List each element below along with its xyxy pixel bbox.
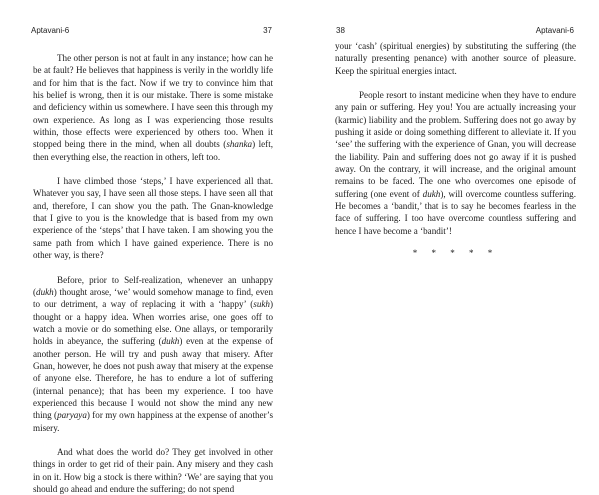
text-run: ), will overcome countless suffering. He becomes a ‘bandit,’ that is to say he becomes fearless in the face of suffering. I too have overcome countless suffering and hence I have become a ‘bandit’! xyxy=(335,188,576,236)
text-run: ) thought or a happy idea. When worries arise, one goes off to watch a movie or do something else. One allays, or temporarily holds in abeyance, the suffering ( xyxy=(33,299,273,347)
paragraph xyxy=(33,446,273,495)
text-run: ) even at the expense of another person. He will try and push away that misery. After Gnan, however, he does not push away that misery at the expense of anyone else. Therefore, he has to endure a lot of suffering (internal penance); that has been my experience. I too have experienced this because I would not show the mind any new thing ( xyxy=(33,336,273,421)
italic-term: paryaya xyxy=(57,410,87,421)
italic-term: dukh xyxy=(422,188,441,199)
right-page xyxy=(300,0,599,484)
text-run: your ‘cash’ (spiritual energies) by substituting the suffering (the naturally presenting penance) with another source of pleasure. Keep the spiritual energies intact. xyxy=(335,41,576,76)
left-page-header xyxy=(31,26,272,35)
text-run: ) for my own happiness at the expense of another’s misery. xyxy=(33,410,273,433)
left-page-body xyxy=(33,52,273,495)
left-running-title: Aptavani-6 xyxy=(31,26,70,35)
paragraph xyxy=(33,52,273,163)
italic-term: dukh xyxy=(161,336,180,347)
right-page-header xyxy=(336,26,574,35)
paragraph xyxy=(33,274,273,434)
paragraph xyxy=(335,89,576,237)
right-page-number: 38 xyxy=(336,26,345,35)
text-run: ) thought arose, ‘we’ would somehow manage to find, even to our detriment, a way of replacing it with a ‘happy’ ( xyxy=(33,286,273,310)
text-run: People resort to instant medicine when they have to endure any pain or suffering. Hey you! You are actually increasing your (karmic) liability and the problem. Suffering does not go away by pushing it aside or doing something different to alleviate it. If you ‘see’ the suffering with the experience of Gnan, you will decrease the liability. Pain and suffering does not go away if it is pushed away. On the contrary, it will increase, and the original amount remains to be faced. The one who overcomes one episode of suffering (one event of xyxy=(335,90,576,199)
text-run: ) left, then everything else, the reaction in others, left too. xyxy=(33,139,273,162)
text-run: The other person is not at fault in any instance; how can he be at fault? He believes that happiness is verily in the worldly life and for him that is the fact. Now if we try to convince him that his belief is wrong, then it is our mistake. There is some mistake and deficiency within us somewhere. I have seen this through my own experience. As long as I was experiencing those results within, those effects were experienced by others too. When it stopped being there in the mind, when all doubts ( xyxy=(33,53,273,150)
left-page-number: 37 xyxy=(263,26,272,35)
italic-term: dukh xyxy=(36,286,54,297)
text-run: I have climbed those ‘steps,’ I have experienced all that. Whatever you say, I have seen all those steps. I have seen all that and, therefore, I can show you the path. The Gnan-knowledge that I give to you is the knowledge that is based from my own experience of the ‘steps’ that I have taken. I am showing you the same path from which I have gained experience. There is no other way, is there? xyxy=(33,176,273,261)
paragraph xyxy=(33,175,273,261)
right-running-title: Aptavani-6 xyxy=(535,26,574,35)
left-page xyxy=(0,0,300,494)
right-page-body xyxy=(335,40,576,260)
italic-term: sukh xyxy=(253,299,270,310)
text-run: And what does the world do? They get involved in other things in order to get rid of their pain. Any misery and they cash in on it. How big a stock is there within? ‘We’ are saying that you should go ahead and endure the suffering; do not spend xyxy=(33,446,273,494)
section-separator: * * * * * xyxy=(412,248,499,259)
text-run: Before, prior to Self-realization, whenever an unhappy ( xyxy=(33,274,273,297)
paragraph xyxy=(335,40,576,77)
italic-term: shanka xyxy=(226,139,253,150)
